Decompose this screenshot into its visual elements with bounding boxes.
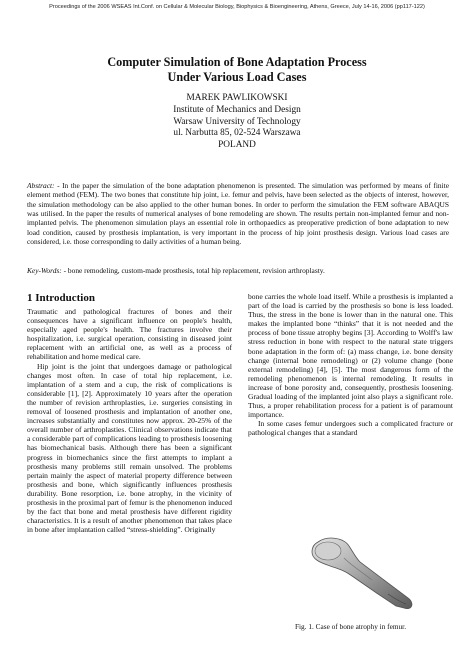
author-block: [0, 93, 474, 152]
author-affiliation-2: Warsaw University of Technology: [173, 116, 301, 127]
abstract-label: Abstract:: [27, 181, 55, 190]
abstract: [27, 181, 449, 246]
author-affiliation-4: POLAND: [218, 140, 256, 151]
keywords: [27, 266, 449, 275]
section-heading-introduction: 1 Introduction: [27, 292, 95, 304]
body-paragraph: Traumatic and pathological fractures of bones and their consequences have a significant influence on people's health, especially aged people's health. The fractures involve their hospitalization, i.e. surgical operation, consisting in diseased joint replacement with an artificial one, as well as a process of rehabilitation and home medical care.: [27, 307, 232, 362]
paper-title-line-1: Computer Simulation of Bone Adaptation Process: [107, 55, 367, 69]
figure-caption: Fig. 1. Case of bone atrophy in femur.: [294, 622, 407, 631]
author-affiliation-3: ul. Narbutta 85, 02-524 Warszawa: [173, 128, 301, 139]
keywords-text: - bone remodeling, custom-made prosthesis, total hip replacement, revision arthroplasty.: [61, 266, 325, 275]
left-column: [27, 292, 232, 534]
right-column: [248, 292, 453, 438]
conference-header: Proceedings of the 2006 WSEAS Int.Conf. on Cellular & Molecular Biology, Biophysics & Bioengineering, Athens, Greece, July 14-16, 2006 (pp117-122): [49, 4, 425, 10]
keywords-label: Key-Words:: [27, 266, 62, 275]
title-block: [0, 55, 474, 152]
body-paragraph: In some cases femur undergoes such a complicated fracture or pathological changes that a standard: [248, 419, 453, 438]
paper-title-line-2: Under Various Load Cases: [167, 70, 307, 84]
abstract-text: - In the paper the simulation of the bone adaptation phenomenon is presented. The simulation was performed by means of finite element method (FEM). The two bones that constitute hip joint, i.e. femur and pelvis, have been selected as the objects of interest, however, the simulation methodology can be also applied to the other human bones. In order to perform the simulation the FEM software ABAQUS was utilised. In the paper the results of numerical analyses of bone remodeling are shown. The results pertain non-implanted femur and non-implanted pelvis. The phenomenon simulation plays an essential role in orthopaedics as preoperative prediction of bone adaptation to new load condition, caused by prosthesis implantation, is very important in the process of hip joint prosthesis design. Various load cases are considered, i.e. those corresponding to daily activities of a human being.: [27, 181, 449, 247]
body-paragraph: bone carries the whole load itself. While a prosthesis is implanted a part of the load is carried by the prosthesis so bone is less loaded. Thus, the stress in the bone is lower than in the natural one. This makes the implanted bone “thinks” that it is not needed and the process of bone tissue atrophy begins [3]. According to Wolff's law stress reduction in bone with respect to the natural state triggers bone adaptation in the form of: (a) mass change, i.e. bone density change (internal bone remodeling) or (2) volume change (bone external remodeling) [4], [5]. The most dangerous form of the remodeling phenomenon is internal remodeling. It results in increase of bone porosity and, consequently, prosthesis loosening. Gradual loading of the implanted joint also plays a significant role. Thus, a proper rehabilitation process for a patient is of paramount importance.: [248, 292, 453, 420]
body-paragraph: Hip joint is the joint that undergoes damage or pathological changes most often. In case of total hip replacement, i.e. implantation of a stem and a cup, the risk of complications is considerable [1], [2]. Approximately 10 years after the operation the number of revision arthroplasties, i.e. surgeries consisting in removal of loosened prosthesis and implantation of another one, increases substantially and constitutes now approx. 20-25% of the overall number of arthroplasties. Clinical observations indicate that a considerable part of complications leading to prosthesis loosening has biomechanical basis. Although there has been a significant progress in biomechanics since the first attempts to implant a prosthesis many problems still remain unsolved. The problems pertain mainly the aspect of material property difference between prosthesis and bone, which significantly influences prosthesis durability. Bone resorption, i.e. bone atrophy, in the vicinity of prosthesis in the proximal part of femur is the phenomenon induced by the fact that bone and metal prosthesis have different rigidity characteristics. It is a result of another phenomenon that takes place in bone after implantation called “stress-shielding”. Originally: [27, 361, 232, 535]
author-name: MAREK PAWLIKOWSKI: [186, 93, 288, 103]
author-affiliation-1: Institute of Mechanics and Design: [173, 104, 301, 115]
femur-figure: [300, 536, 420, 612]
